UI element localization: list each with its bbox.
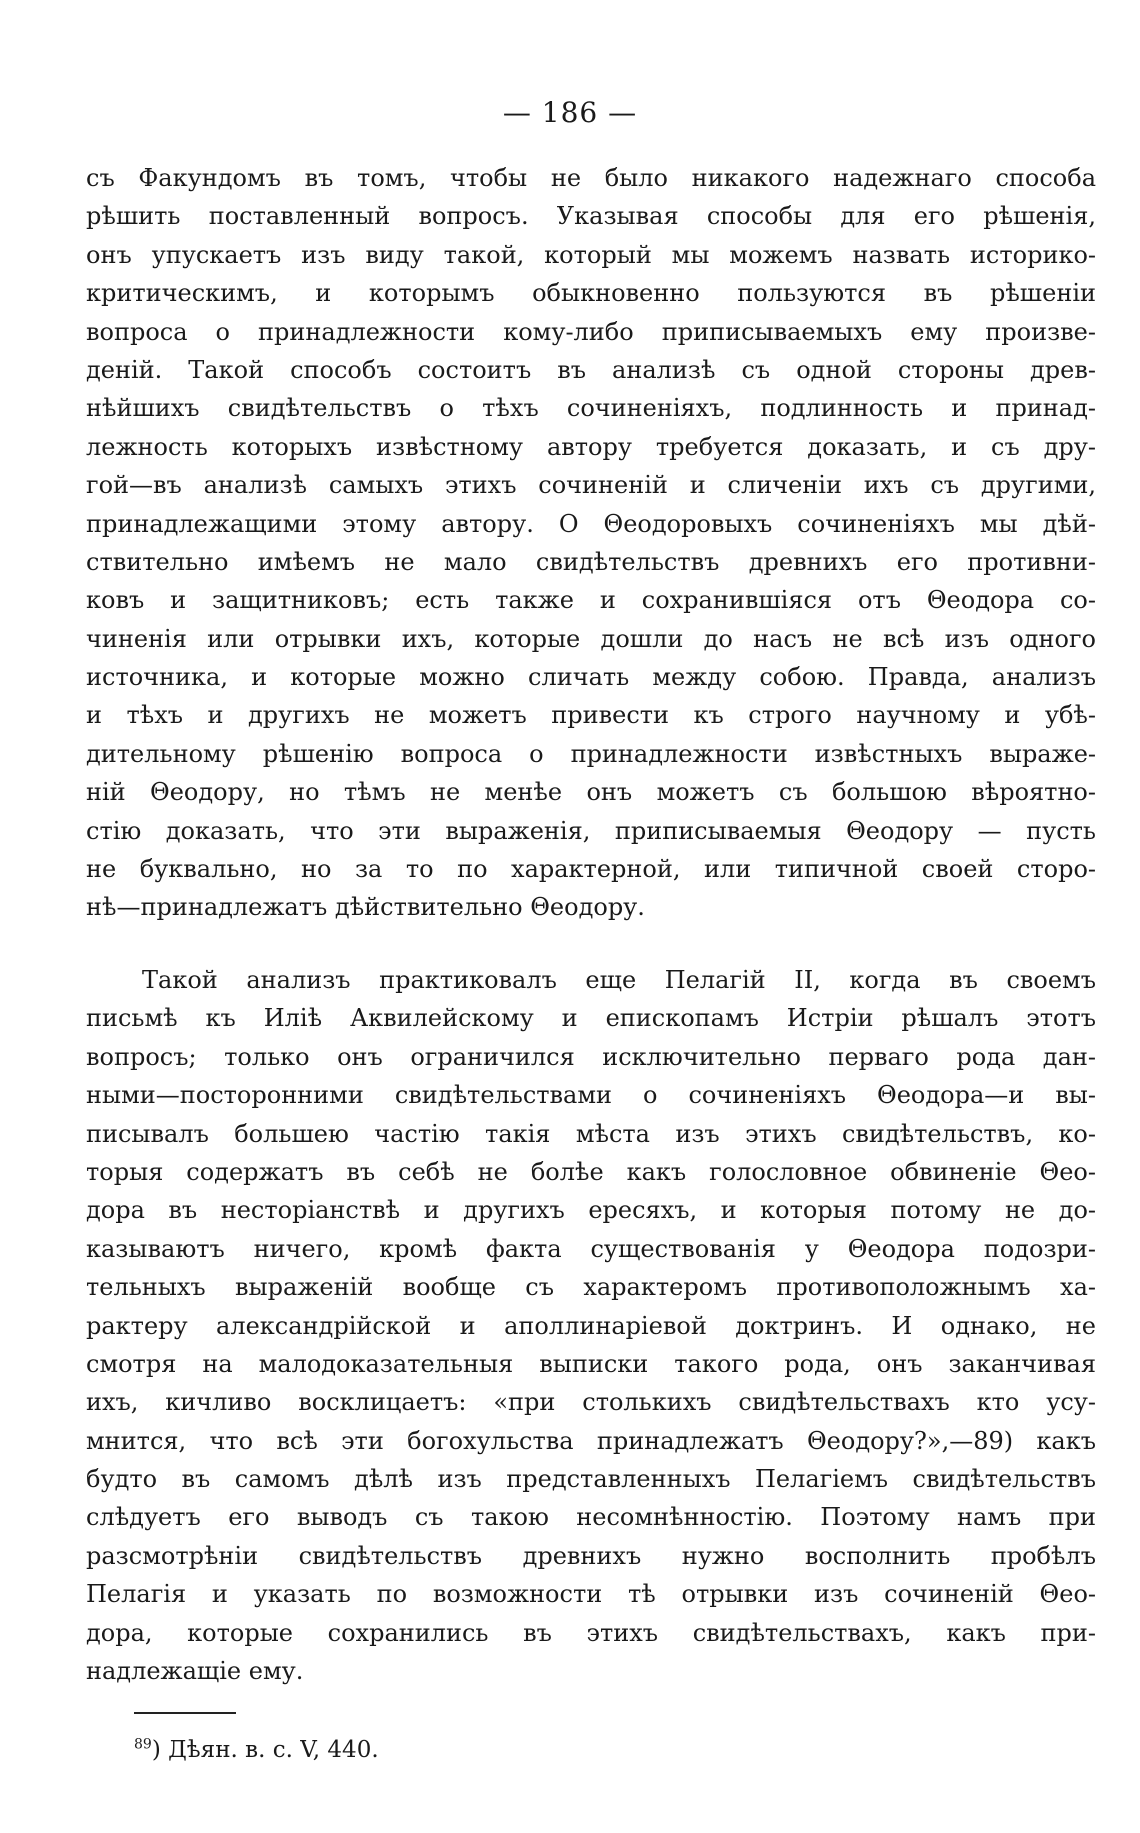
text-line: смотря на малодоказательныя выписки такого рода, онъ заканчивая: [86, 1349, 1096, 1378]
text-line: тельныхъ выраженій вообще съ характеромъ противоположнымъ ха-: [86, 1273, 1096, 1302]
text-line: нѣйшихъ свидѣтельствъ о тѣхъ сочиненіяхъ, подлинность и принад-: [86, 394, 1096, 423]
text-line: чиненія или отрывки ихъ, которые дошли до насъ не всѣ изъ одного: [86, 624, 1096, 653]
text-line: гой—въ анализѣ самыхъ этихъ сочиненій и сличеніи ихъ съ другими,: [86, 471, 1096, 500]
text-line: критическимъ, и которымъ обыкновенно пользуются въ рѣшеніи: [86, 279, 1096, 308]
paragraph-2: [86, 961, 1096, 1690]
text-line: рѣшить поставленный вопросъ. Указывая способы для его рѣшенія,: [86, 202, 1096, 231]
text-line: вопроса о принадлежности кому-либо приписываемыхъ ему произве-: [86, 317, 1096, 346]
text-line: слѣдуетъ его выводъ съ такою несомнѣнностію. Поэтому намъ при: [86, 1503, 1096, 1532]
text-line: Такой анализъ практиковалъ еще Пелагій II, когда въ своемъ: [142, 966, 1096, 994]
text-line: мнится, что всѣ эти богохульства принадлежатъ Θеодору?»,—89) какъ: [86, 1426, 1096, 1455]
text-line: писывалъ большею частію такія мѣста изъ этихъ свидѣтельствъ, ко-: [86, 1119, 1096, 1148]
text-line: дора въ несторіанствѣ и другихъ ересяхъ, и которыя потому не до-: [86, 1196, 1096, 1225]
text-line: дора, которые сохранились въ этихъ свидѣтельствахъ, какъ при-: [86, 1618, 1096, 1647]
text-line: деній. Такой способъ состоитъ въ анализѣ съ одной стороны древ-: [86, 355, 1096, 384]
text-line: вопросъ; только онъ ограничился исключительно перваго рода дан-: [86, 1042, 1096, 1071]
text-line: принадлежащими этому автору. О Θеодоровыхъ сочиненіяхъ мы дѣй-: [86, 509, 1096, 538]
footnote-text: ) Дѣян. в. с. V, 440.: [151, 1737, 379, 1763]
text-line: источника, и которые можно сличать между собою. Правда, анализъ: [86, 663, 1096, 692]
text-line: ихъ, кичливо восклицаетъ: «при столькихъ свидѣтельствахъ кто усу-: [86, 1388, 1096, 1417]
footnote-marker: 89: [134, 1736, 152, 1753]
text-line: не буквально, но за то по характерной, или типичной своей сторо-: [86, 855, 1096, 884]
text-line: стію доказать, что эти выраженія, приписываемыя Θеодору — пусть: [86, 816, 1096, 845]
text-line: письмѣ къ Иліѣ Аквилейскому и епископамъ Истріи рѣшалъ этотъ: [86, 1004, 1096, 1033]
text-line: казываютъ ничего, кромѣ факта существованія у Θеодора подозри-: [86, 1234, 1096, 1263]
text-line: ными—посторонними свидѣтельствами о сочиненіяхъ Θеодора—и вы-: [86, 1081, 1096, 1110]
text-line: будто въ самомъ дѣлѣ изъ представленныхъ Пелагіемъ свидѣтельствъ: [86, 1465, 1096, 1494]
text-line: съ Факундомъ въ томъ, чтобы не было никакого надежнаго способа: [86, 164, 1096, 192]
paragraph-1: [86, 159, 1096, 927]
text-line: рактеру александрійской и аполлинаріевой доктринъ. И однако, не: [86, 1311, 1096, 1340]
text-line: онъ упускаетъ изъ виду такой, который мы можемъ назвать историко-: [86, 240, 1096, 269]
text-line: дительному рѣшенію вопроса о принадлежности извѣстныхъ выраже-: [86, 739, 1096, 768]
text-line: надлежащіе ему.: [86, 1657, 304, 1686]
text-line: и тѣхъ и другихъ не можетъ привести къ строго научному и убѣ-: [86, 701, 1096, 730]
text-line: ковъ и защитниковъ; есть также и сохранившіяся отъ Θеодора со-: [86, 586, 1096, 615]
text-line: разсмотрѣніи свидѣтельствъ древнихъ нужно восполнить пробѣлъ: [86, 1541, 1096, 1570]
footnote: [134, 1733, 379, 1767]
text-line: ствительно имѣемъ не мало свидѣтельствъ древнихъ его противни-: [86, 547, 1096, 576]
text-line: лежность которыхъ извѣстному автору требуется доказать, и съ дру-: [86, 432, 1096, 461]
page-number: — 186 —: [502, 96, 638, 129]
text-line: торыя содержатъ въ себѣ не болѣе какъ голословное обвиненіе Θео-: [86, 1157, 1096, 1186]
text-line: Пелагія и указать по возможности тѣ отрывки изъ сочиненій Θео-: [86, 1580, 1096, 1609]
text-line: нѣ—принадлежатъ дѣйствительно Θеодору.: [86, 893, 645, 922]
text-line: ній Θеодору, но тѣмъ не менѣе онъ можетъ съ большою вѣроятно-: [86, 778, 1096, 807]
footnote-rule: [134, 1712, 236, 1714]
